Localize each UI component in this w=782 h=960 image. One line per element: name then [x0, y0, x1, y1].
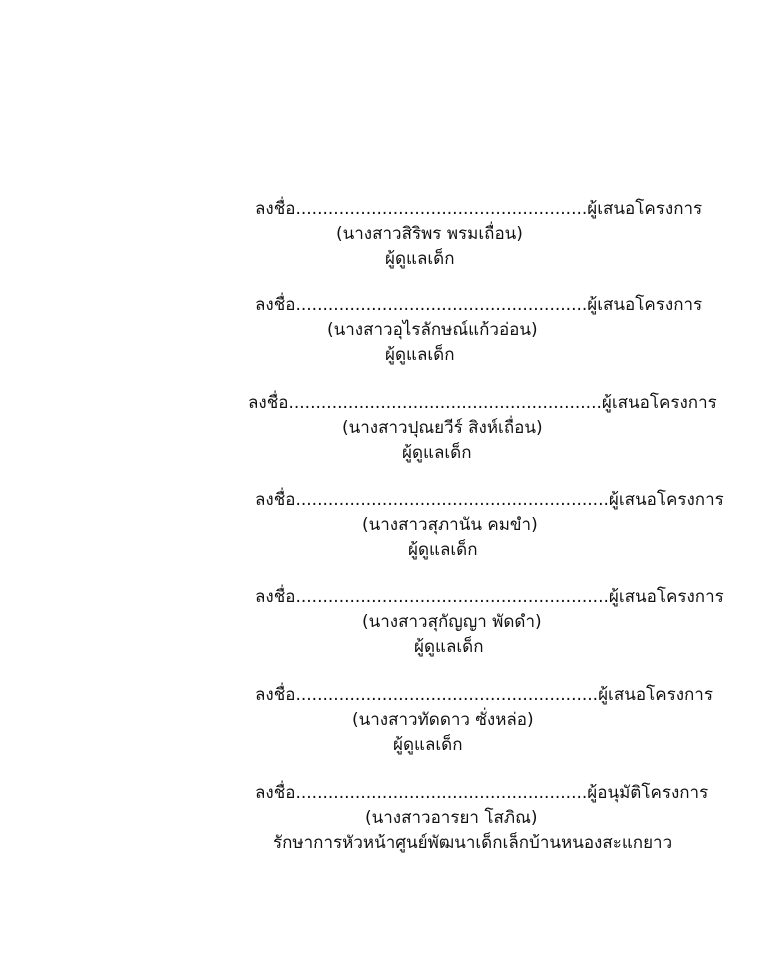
signature-line-5 — [255, 586, 724, 608]
signature-dots: ...................................................... — [295, 295, 588, 315]
sign-prefix: ลงชื่อ — [255, 199, 296, 219]
signer-role: ผู้เสนอโครงการ — [608, 587, 724, 607]
signer-position-7: รักษาการหัวหน้าศูนย์พัฒนาเด็กเล็กบ้านหนองสะแกยาว — [273, 833, 673, 853]
signer-position-2: ผู้ดูแลเด็ก — [385, 345, 455, 365]
signer-name-3: (นางสาวปุณยวีร์ สิงห์เถื่อน) — [342, 418, 543, 438]
signer-role: ผู้เสนอโครงการ — [598, 685, 713, 705]
signature-line-1 — [255, 198, 702, 220]
signer-role: ผู้เสนอโครงการ — [587, 295, 703, 315]
signature-dots: .......................................................... — [288, 393, 602, 413]
sign-prefix: ลงชื่อ — [255, 490, 296, 510]
sign-prefix: ลงชื่อ — [255, 295, 296, 315]
signer-name-6: (นางสาวทัดดาว ซั่งหล่อ) — [352, 710, 534, 730]
signature-dots: .......................................................... — [295, 490, 609, 510]
sign-prefix: ลงชื่อ — [255, 783, 296, 803]
signer-name-2: (นางสาวอุไรลักษณ์แก้วอ่อน) — [327, 320, 538, 340]
signer-name-4: (นางสาวสุภานัน คมขำ) — [362, 515, 538, 535]
signer-role: ผู้เสนอโครงการ — [608, 490, 724, 510]
signature-line-4 — [255, 489, 724, 511]
signature-line-6 — [255, 684, 713, 706]
signer-position-5: ผู้ดูแลเด็ก — [414, 637, 484, 657]
signature-dots: ...................................................... — [295, 783, 588, 803]
sign-prefix: ลงชื่อ — [255, 685, 296, 705]
signer-name-1: (นางสาวสิริพร พรมเถื่อน) — [336, 224, 523, 244]
signer-position-3: ผู้ดูแลเด็ก — [402, 443, 472, 463]
signer-name-7: (นางสาวอารยา โสภิณ) — [365, 808, 538, 828]
signature-dots: ...................................................... — [295, 199, 588, 219]
signer-position-4: ผู้ดูแลเด็ก — [408, 540, 478, 560]
signature-dots: .......................................................... — [295, 587, 609, 607]
sign-prefix: ลงชื่อ — [255, 587, 296, 607]
signer-position-6: ผู้ดูแลเด็ก — [393, 735, 463, 755]
signature-line-3 — [248, 392, 717, 414]
signer-role: ผู้อนุมัติโครงการ — [587, 783, 709, 803]
signer-position-1: ผู้ดูแลเด็ก — [385, 249, 455, 269]
signer-role: ผู้เสนอโครงการ — [587, 199, 703, 219]
signature-line-2 — [255, 294, 702, 316]
sign-prefix: ลงชื่อ — [248, 393, 289, 413]
signature-dots: ........................................................ — [295, 685, 599, 705]
signature-line-7 — [255, 782, 708, 804]
signer-name-5: (นางสาวสุกัญญา พัดดำ) — [362, 612, 542, 632]
signer-role: ผู้เสนอโครงการ — [601, 393, 717, 413]
